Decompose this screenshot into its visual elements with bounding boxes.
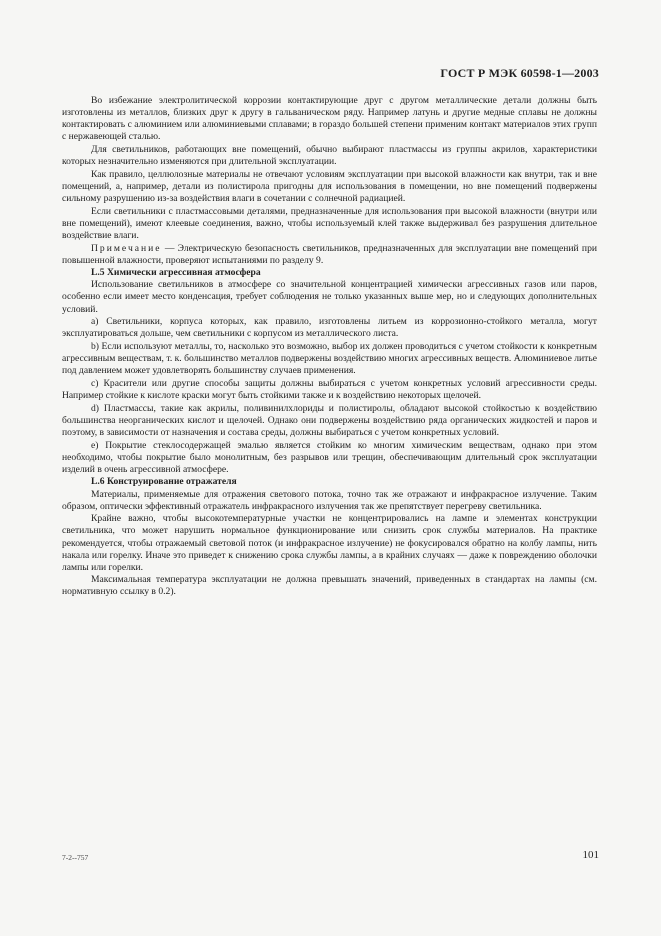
- note-paragraph: [62, 243, 597, 267]
- body-text: [62, 95, 597, 599]
- section-heading-l6: L.6 Конструирование отражателя: [91, 476, 237, 488]
- standard-header: ГОСТ Р МЭК 60598-1—2003: [440, 66, 599, 80]
- paragraph-cellulose: Как правило, целлюлозные материалы не отвечают условиям эксплуатации при высокой влажности как внутри, так и вне помещений, а, например, детали из полистирола пригодны для использования в помещении, но вне помещений подвержены сильному разрушению из-за воздействия влаги в сочетании с солнечной радиацией.: [62, 168, 597, 204]
- note-text: — Электрическую безопасность светильников, предназначенных для эксплуатации вне помещений при повышенной влажности, проверяют испытаниями по разделу 9.: [62, 242, 597, 266]
- note-label: Примечание: [91, 242, 162, 254]
- paragraph-aggressive-intro: Использование светильников в атмосфере со значительной концентрацией химически агрессивных газов или паров, особенно если имеет место конденсация, требует соблюдения не только указанных выше мер, но и следующих дополнительных условий.: [62, 279, 597, 315]
- paragraph-reflector-materials: Материалы, применяемые для отражения светового потока, точно так же отражают и инфракрасное излучение. Таким образом, оптически эффективный отражатель инфракрасного излучения так же препятствует перегреву светильника.: [62, 488, 597, 512]
- print-code: 7-2--757: [62, 853, 89, 862]
- list-item-c: с) Красители или другие способы защиты должны выбираться с учетом конкретных условий агрессивности среды. Например стойкие к кислоте краски могут быть стойкими также и к воздействию некоторых щелочей.: [62, 377, 597, 401]
- list-item-b: b) Если используют металлы, то, насколько это возможно, выбор их должен проводиться с учетом стойкости к конкретным агрессивным веществам, т. к. большинство металлов подвержены воздействию многих агрессивных веществ. Алюминиевое литье под давлением может удовлетворять большинству случаев применения.: [62, 341, 597, 377]
- list-item-d: d) Пластмассы, такие как акрилы, поливинилхлориды и полистиролы, обладают высокой стойкостью к воздействию большинства неорганических кислот и щелочей. Однако они подвержены воздействию ряда органических жидкостей и паров и поэтому, в зависимости от назначения и состава среды, должны выбираться с учетом конкретных условий.: [62, 402, 597, 438]
- paragraph-max-temperature: Максимальная температура эксплуатации не должна превышать значений, приведенных в стандартах на лампы (см. нормативную ссылку в 0.2).: [62, 574, 597, 598]
- section-heading-l5: L.5 Химически агрессивная атмосфера: [91, 267, 261, 279]
- paragraph-acrylics: Для светильников, работающих вне помещений, обычно выбирают пластмассы из группы акрилов, характеристики которых незначительно изменяются при длительной эксплуатации.: [62, 143, 597, 168]
- paragraph-adhesive: Если светильники с пластмассовыми деталями, предназначенные для использования при высокой влажности (внутри или вне помещений), имеют клеевые соединения, важно, чтобы используемый клей также выдерживал без разрушения длительное воздействие влаги.: [62, 205, 597, 241]
- page-number: 101: [582, 849, 599, 861]
- paragraph-corrosion: Во избежание электролитической коррозии контактирующие друг с другом металлические детали должны быть изготовлены из металлов, близких друг к другу в гальваническом ряду. Например латунь и другие медные сплавы не должны контактировать с алюминием или алюминиевыми сплавами; в гораздо большей степени применим контакт материалов этих групп с нержавеющей сталью.: [62, 95, 597, 143]
- list-item-e: е) Покрытие стеклосодержащей эмалью является стойким ко многим химическим веществам, однако при этом необходимо, чтобы покрытие было монолитным, без разрывов или трещин, обеспечивающим длительный срок эксплуатации изделий в очень агрессивной атмосфере.: [62, 439, 597, 475]
- paragraph-hot-spots: Крайне важно, чтобы высокотемпературные участки не концентрировались на лампе и элементах конструкции светильника, что может нарушить нормальное функционирование или снизить срок службы материалов. На практике рекомендуется, чтобы отражаемый световой поток (и инфракрасное излучение) не фокусировался обратно на колбу лампы, нить накала или горелку. Иначе это приведет к снижению срока службы лампы, а в крайних случаях — даже к повреждению оболочки лампы или горелки.: [62, 513, 597, 573]
- list-item-a: а) Светильники, корпуса которых, как правило, изготовлены литьем из коррозионно-стойкого металла, могут эксплуатироваться дольше, чем светильники с корпусом из металлического листа.: [62, 316, 597, 340]
